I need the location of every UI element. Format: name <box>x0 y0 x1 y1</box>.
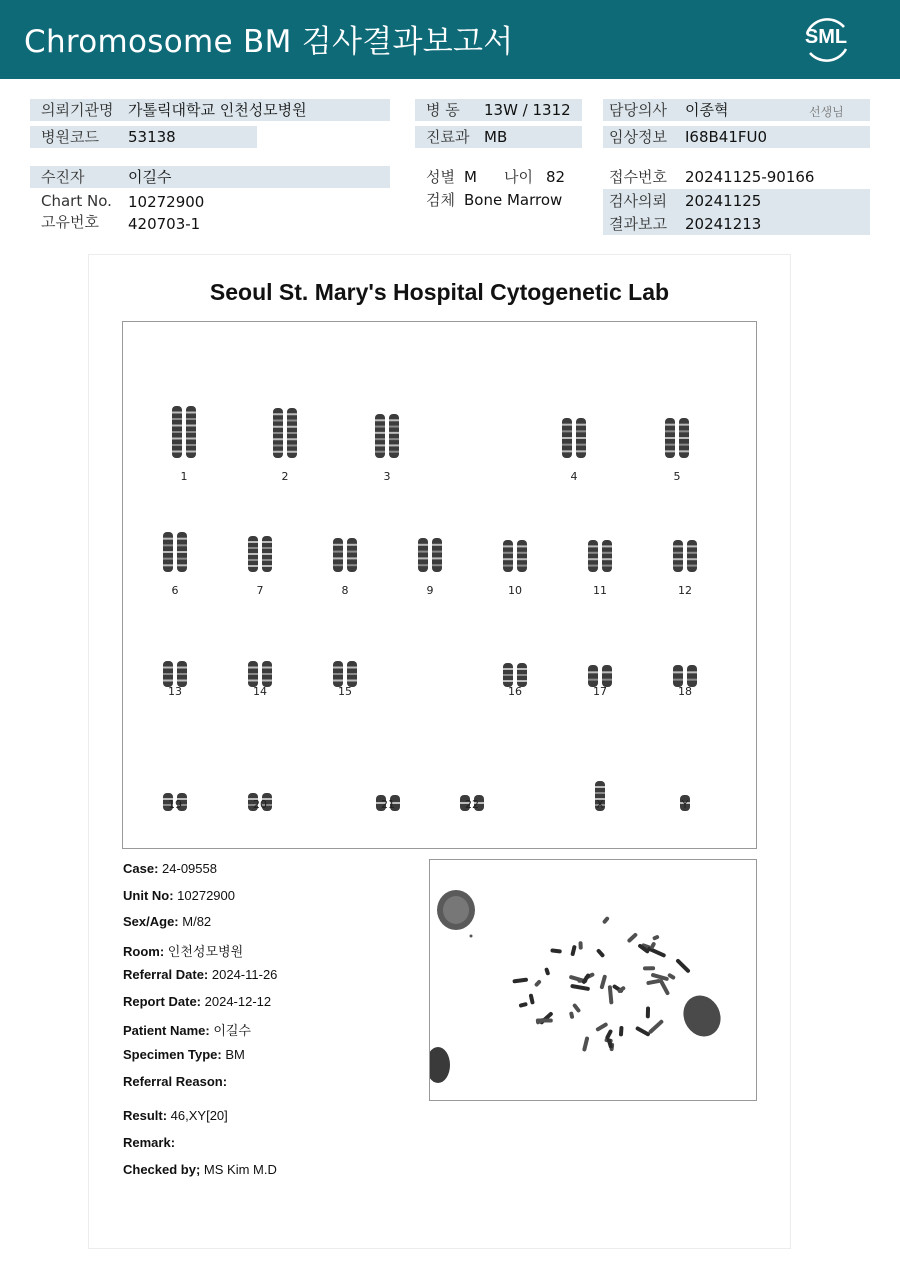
metaphase-image <box>429 859 757 1101</box>
chart-label: Chart No. <box>41 192 112 210</box>
report-field-label: Referral Reason: <box>123 1074 228 1089</box>
chromosome-label-22: 22 <box>465 798 479 811</box>
report-field-row <box>123 1074 227 1089</box>
chromosome-16 <box>500 663 530 687</box>
cytogenetic-report <box>88 254 791 1249</box>
report-field-row <box>123 967 277 982</box>
report-field-value: 10272900 <box>173 888 235 903</box>
patient-value: 이길수 <box>128 168 172 186</box>
report-header <box>0 0 900 79</box>
report-field-value: 2024-11-26 <box>208 967 278 982</box>
report-field-label: Room: <box>123 944 165 959</box>
report-field-row <box>123 914 211 929</box>
clinical-label: 임상정보 <box>609 128 667 146</box>
report-field-row <box>123 888 235 903</box>
chromosome-label-19: 19 <box>168 798 182 811</box>
report-field-row <box>123 994 271 1009</box>
age-value: 82 <box>546 168 566 186</box>
report-field-label: Remark: <box>123 1135 176 1150</box>
receipt-value: 20241125-90166 <box>685 168 815 186</box>
chromosome-label-6: 6 <box>171 584 179 597</box>
chromosome-label-16: 16 <box>508 685 522 698</box>
chromosome-13 <box>160 661 190 687</box>
report-field-label: Specimen Type: <box>123 1047 222 1062</box>
chromosome-label-20: 20 <box>253 798 267 811</box>
report-field-value: BM <box>221 1047 245 1062</box>
chromosome-2 <box>270 408 300 458</box>
chromosome-8 <box>330 538 360 572</box>
karyotype-panel <box>122 321 757 849</box>
report-title: Seoul St. Mary's Hospital Cytogenetic Lab <box>209 279 670 305</box>
chromosome-11 <box>585 540 615 572</box>
chromosome-label-8: 8 <box>341 584 349 597</box>
chromosome-7 <box>245 536 275 572</box>
logo-text: SML <box>804 26 848 48</box>
report-field-row <box>123 1047 245 1062</box>
report-field-label: Patient Name: <box>123 1023 210 1038</box>
report-field-row <box>123 1108 228 1123</box>
report-field-row <box>123 1020 251 1039</box>
report-field-row <box>123 941 243 960</box>
result-date-value: 20241213 <box>685 215 762 233</box>
sml-logo <box>800 13 852 65</box>
report-field-value: M/82 <box>178 914 212 929</box>
report-field-row <box>123 861 217 876</box>
report-field-label: Checked by; <box>123 1162 201 1177</box>
specimen-label: 검체 <box>426 191 455 209</box>
age-label: 나이 <box>504 168 533 186</box>
report-field-value: 2024-12-12 <box>201 994 272 1009</box>
chromosome-18 <box>670 665 700 687</box>
chromosome-3 <box>372 414 402 458</box>
report-field-label: Sex/Age: <box>123 914 179 929</box>
chromosome-label-11: 11 <box>593 584 607 597</box>
chromosome-5 <box>662 418 692 458</box>
chromosome-label-5: 5 <box>673 470 681 483</box>
chromosome-9 <box>415 538 445 572</box>
chromosome-15 <box>330 661 360 687</box>
specimen-value: Bone Marrow <box>464 191 563 209</box>
request-label: 검사의뢰 <box>609 192 667 210</box>
report-field-label: Unit No: <box>123 888 174 903</box>
chromosome-label-2: 2 <box>281 470 289 483</box>
chart-value: 10272900 <box>128 193 205 211</box>
chromosome-label-4: 4 <box>570 470 578 483</box>
report-field-label: Result: <box>123 1108 168 1123</box>
chromosome-label-X: X <box>596 798 604 811</box>
chromosome-label-12: 12 <box>678 584 692 597</box>
report-field-value: 24-09558 <box>158 861 217 876</box>
sex-label: 성별 <box>426 168 455 186</box>
patient-label: 수진자 <box>41 168 85 186</box>
hospital-code-value: 53138 <box>128 128 176 146</box>
hospital-code-label: 병원코드 <box>41 128 99 146</box>
page-title: Chromosome BM 검사결과보고서 <box>24 24 514 60</box>
chromosome-10 <box>500 540 530 572</box>
chromosome-label-17: 17 <box>593 685 607 698</box>
chromosome-label-Y: Y <box>681 798 689 811</box>
chromosome-1 <box>169 406 199 458</box>
institution-value: 가톨릭대학교 인천성모병원 <box>128 101 307 119</box>
report-field-row <box>123 1162 277 1177</box>
chromosome-14 <box>245 661 275 687</box>
ward-value: 13W / 1312 <box>484 101 571 119</box>
result-date-label: 결과보고 <box>609 215 667 233</box>
chromosome-label-1: 1 <box>180 470 188 483</box>
dept-value: MB <box>484 128 508 146</box>
doctor-suffix: 선생님 <box>809 105 844 119</box>
doctor-value: 이종혁 <box>685 101 729 119</box>
report-field-label: Referral Date: <box>123 967 209 982</box>
chromosome-label-14: 14 <box>253 685 267 698</box>
report-field-value: 46,XY[20] <box>167 1108 228 1123</box>
chromosome-label-13: 13 <box>168 685 182 698</box>
chromosome-4 <box>559 418 589 458</box>
unique-label: 고유번호 <box>41 213 99 231</box>
metaphase-spread-icon <box>430 860 756 1100</box>
ward-label: 병 동 <box>426 101 460 119</box>
report-field-label: Report Date: <box>123 994 202 1009</box>
report-field-value: 이길수 <box>209 1023 251 1038</box>
chromosome-12 <box>670 540 700 572</box>
doctor-label: 담당의사 <box>609 101 667 119</box>
institution-label: 의뢰기관명 <box>41 101 114 119</box>
report-field-row <box>123 1135 175 1150</box>
request-value: 20241125 <box>685 192 762 210</box>
report-field-label: Case: <box>123 861 159 876</box>
sex-value: M <box>464 168 477 186</box>
chromosome-6 <box>160 532 190 572</box>
report-field-value: 인천성모병원 <box>164 944 244 959</box>
chromosome-label-18: 18 <box>678 685 692 698</box>
chromosome-17 <box>585 665 615 687</box>
unique-value: 420703-1 <box>128 215 201 233</box>
chromosome-label-10: 10 <box>508 584 522 597</box>
chromosome-label-3: 3 <box>383 470 391 483</box>
chromosome-label-21: 21 <box>381 798 395 811</box>
chromosome-label-7: 7 <box>256 584 264 597</box>
chromosome-label-9: 9 <box>426 584 434 597</box>
chromosome-label-15: 15 <box>338 685 352 698</box>
dept-label: 진료과 <box>426 128 470 146</box>
report-field-value: MS Kim M.D <box>200 1162 277 1177</box>
clinical-value: I68B41FU0 <box>685 128 768 146</box>
receipt-label: 접수번호 <box>609 168 667 186</box>
